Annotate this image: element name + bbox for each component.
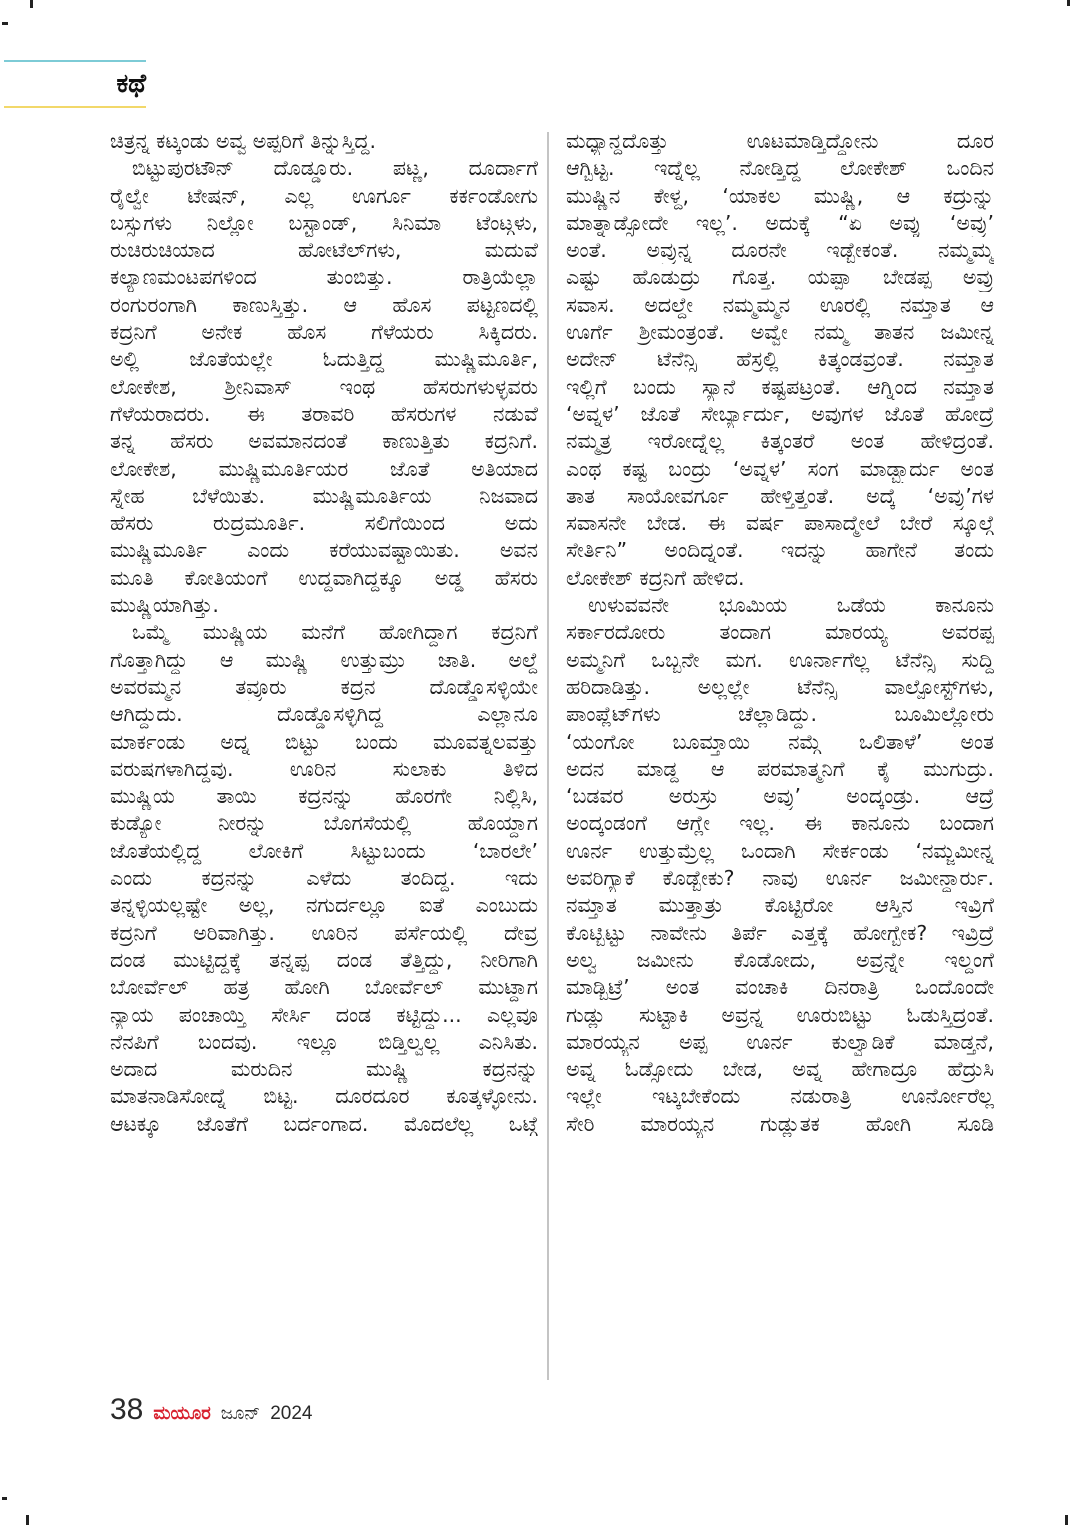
article-line: ಲೋಕೇಶ, ಶ್ರೀನಿವಾಸ್ ಇಂಥ ಹೆಸರುಗಳುಳ್ಳವರು bbox=[110, 374, 538, 399]
article-line: ಅಲ್ಲಿ ಜೊತೆಯಲ್ಲೇ ಓದುತ್ತಿದ್ದ ಮುಷ್ಣಿಮೂರ್ತಿ, bbox=[110, 347, 538, 372]
page-number: 38 bbox=[110, 1393, 144, 1426]
article-line: ಪಾಂಪ್ಲೆಟ್‌ಗಳು ಚೆಲ್ಲಾಡಿದ್ದು. ಬೂಮಿಲ್ಲೋರು bbox=[566, 702, 994, 727]
article-line: ರೈಲ್ವೇ ಟೇಷನ್, ಎಲ್ಲ ಊರ್ಗೂ ಕರ್ಕಂಡೋಗು bbox=[110, 183, 538, 208]
crop-mark bbox=[1065, 1515, 1068, 1525]
article-line: ಅಂದ್ಕಂಡಂಗೆ ಆಗ್ಲೇ ಇಲ್ಲ. ಈ ಕಾನೂನು ಬಂದಾಗ bbox=[566, 811, 994, 836]
article-line: ಸೇರಿ ಮಾರಯ್ಯನ ಗುಡ್ಲುತಕ ಹೋಗಿ ಸೂಡಿ bbox=[566, 1111, 994, 1136]
article-line: ಸೇರ್ತಿನಿ” ಅಂದಿದ್ನಂತೆ. ಇದನ್ನು ಹಾಗೇನೆ ತಂದು bbox=[566, 538, 994, 563]
section-rule-bottom bbox=[4, 106, 146, 108]
issue-year: 2024 bbox=[270, 1403, 313, 1424]
article-line: ನಮ್ಮತ್ರ ಇರೋದ್ನೆಲ್ಲ ಕಿತ್ಕಂತರೆ ಅಂತ ಹೇಳಿದ್ರಂತೆ. bbox=[566, 429, 994, 454]
article-line: ಅವರಮ್ಮನ ತವ್ರೂರು ಕದ್ರನ ದೊಡ್ಡೊಸಳ್ಳಿಯೇ bbox=[110, 674, 538, 699]
crop-mark bbox=[1067, 0, 1070, 6]
article-line: ಸರ್ಕಾರದೋರು ತಂದಾಗ ಮಾರಯ್ಯ ಅವರಪ್ಪ bbox=[566, 620, 994, 645]
article-line: ಅವ್ನ ಓಡ್ಸೋದು ಬೇಡ, ಅವ್ನ ಹೇಗಾದ್ರೂ ಹೆದ್ರುಸಿ bbox=[566, 1057, 994, 1082]
article-line: ಒಮ್ಮೆ ಮುಷ್ಣಿಯ ಮನೆಗೆ ಹೋಗಿದ್ದಾಗ ಕದ್ರನಿಗೆ bbox=[132, 620, 538, 645]
article-line: ಅವರಿಗ್ಯಾಕೆ ಕೊಡ್ಬೇಕು? ನಾವು ಊರ್ನ ಜಮೀನ್ದಾರ್ರು. bbox=[566, 866, 994, 891]
crop-mark bbox=[2, 22, 8, 25]
article-line: ಗುಡ್ಲು ಸುಟ್ಟಾಕಿ ಅವ್ರನ್ನ ಊರುಬಿಟ್ಟು ಓಡುಸ್ತಿದ್ರಂತೆ. bbox=[566, 1002, 994, 1027]
article-line: ಚಿತ್ರನ್ನ ಕಟ್ಕಂಡು ಅವ್ವ ಅಪ್ಪರಿಗೆ ತಿನ್ನುಸ್ತಿದ್ದ. bbox=[110, 129, 377, 153]
article-line: ಮಾತನಾಡಿಸೋದ್ನೆ ಬಿಟ್ಟ. ದೂರದೂರ ಕೂತ್ಕಳ್ಳೋನು. bbox=[110, 1084, 538, 1109]
article-line: ಸವಾಸನೇ ಬೇಡ. ಈ ವರ್ಷ ಪಾಸಾದ್ಮೇಲೆ ಬೇರೆ ಸ್ಕೂಲ್ಗೆ bbox=[566, 511, 994, 536]
article-line: ಉಳುವವನೇ ಭೂಮಿಯ ಒಡೆಯ ಕಾನೂನು bbox=[588, 593, 994, 618]
article-line: ಮಧ್ಯಾನ್ದದೊತ್ತು ಊಟಮಾಡ್ತಿದ್ದೋನು ದೂರ bbox=[566, 129, 994, 153]
article-line: ಎಷ್ಟು ಹೊಡುದ್ರು ಗೊತ್ತ. ಯಪ್ಪಾ ಬೇಡಪ್ಪ ಅವ್ರು bbox=[566, 265, 994, 290]
article-line: ಹೆಸರು ರುದ್ರಮೂರ್ತಿ. ಸಲಿಗೆಯಿಂದ ಅದು bbox=[110, 511, 538, 536]
article-line: ಅಂತೆ. ಅವ್ರುನ್ನ ದೂರನೇ ಇಡ್ಬೇಕಂತೆ. ನಮ್ಮಮ್ಮ bbox=[566, 238, 994, 263]
article-line: ಎಂಥ ಕಷ್ಟ ಬಂದ್ರು ‘ಅವ್ನಳ’ ಸಂಗ ಮಾಡ್ಬ್ಯಾರ್ದು ಅಂತ bbox=[566, 456, 994, 481]
page-footer bbox=[110, 1393, 312, 1429]
crop-mark bbox=[30, 0, 33, 8]
article-column-left bbox=[110, 128, 538, 1138]
article-line: ಬಸ್ಸುಗಳು ನಿಲ್ಲೋ ಬಸ್ಟಾಂಡ್, ಸಿನಿಮಾ ಟೆಂಟ್ಗಳು, bbox=[110, 210, 538, 235]
article-line: ಎಂದು ಕದ್ರನನ್ನು ಎಳೆದು ತಂದಿದ್ದ. ಇದು bbox=[110, 866, 538, 891]
article-line: ‘ಅವ್ನಳ’ ಜೊತೆ ಸೇರ್ಬ್ಯಾರ್ದು, ಅವುಗಳ ಜೊತೆ ಹೋದ್ರೆ bbox=[566, 401, 994, 426]
article-line: ಲೋಕೇಶ್ ಕದ್ರನಿಗೆ ಹೇಳಿದ. bbox=[566, 565, 745, 590]
article-line: ಮಾರಯ್ಯನ ಅಪ್ಪ ಊರ್ನ ಕುಲ್ವಾಡಿಕೆ ಮಾಡ್ತನೆ, bbox=[566, 1029, 994, 1054]
article-line: ತಾತ ಸಾಯೋವರ್ಗೂ ಹೇಳ್ತಿತ್ತಂತೆ. ಅದ್ಕೆ ‘ಅವ್ರು’ಗಳ bbox=[566, 483, 994, 508]
article-line: ‘ಯಂಗೋ ಬೂಮ್ತಾಯಿ ನಮ್ಗೆ ಒಲಿತಾಳೆ’ ಅಂತ bbox=[566, 729, 994, 754]
article-line: ಊರ್ಗೆ ಶ್ರೀಮಂತ್ರಂತೆ. ಅವ್ವೇ ನಮ್ಮ ತಾತನ ಜಮೀನ್ನ bbox=[566, 320, 994, 345]
crop-mark bbox=[2, 1497, 7, 1500]
article-line: ಜೊತೆಯಲ್ಲಿದ್ದ ಲೋಕಿಗೆ ಸಿಟ್ಟುಬಂದು ‘ಬಾರಲೇ’ bbox=[110, 838, 538, 863]
article-line: ಕುಡ್ಯೋ ನೀರನ್ನು ಬೊಗಸೆಯಲ್ಲಿ ಹೊಯ್ದಾಗ bbox=[110, 811, 538, 836]
article-line: ‘ಬಡವರ ಅರುಸ್ರು ಅವ್ರು’ ಅಂದ್ಕಂಡ್ರು. ಆದ್ರೆ bbox=[566, 784, 994, 809]
article-line: ಊರ್ನ ಉತ್ತುಮ್ರೆಲ್ಲ ಒಂದಾಗಿ ಸೇರ್ಕಂಡು ‘ನಮ್ಜಮೀನ್ನ bbox=[566, 838, 994, 863]
article-line: ದಂಡ ಮುಟ್ಟಿದ್ದಕ್ಕೆ ತನ್ನಪ್ಪ ದಂಡ ತೆತ್ತಿದ್ದು, ನೀರಿಗಾಗಿ bbox=[110, 947, 538, 972]
crop-mark bbox=[26, 1515, 29, 1525]
article-line: ಮುಷ್ಣಿಯಾಗಿತ್ತು. bbox=[110, 593, 219, 618]
article-line: ಮುಷ್ಣಿಯ ತಾಯಿ ಕದ್ರನನ್ನು ಹೊರಗೇ ನಿಲ್ಲಿಸಿ, bbox=[110, 784, 538, 809]
article-line: ಲೋಕೇಶ, ಮುಷ್ಣಿಮೂರ್ತಿಯರ ಜೊತೆ ಅತಿಯಾದ bbox=[110, 456, 538, 481]
article-line: ರಂಗುರಂಗಾಗಿ ಕಾಣುಸ್ತಿತ್ತು. ಆ ಹೊಸ ಪಟ್ಟಣದಲ್ಲಿ bbox=[110, 292, 538, 317]
article-line: ಕದ್ರನಿಗೆ ಅನೇಕ ಹೊಸ ಗೆಳೆಯರು ಸಿಕ್ಕಿದರು. bbox=[110, 320, 538, 345]
article-line: ಕದ್ರನಿಗೆ ಅರಿವಾಗಿತ್ತು. ಊರಿನ ಪರ್ಸೆಯಲ್ಲಿ ದೇವ್ರ bbox=[110, 920, 538, 945]
article-line: ಅಮ್ಮನಿಗೆ ಒಬ್ಬನೇ ಮಗ. ಊರ್ನಾಗೆಲ್ಲ ಟೆನೆನ್ಸಿ ಸುದ್ದಿ bbox=[566, 647, 994, 672]
article-line: ಬೋರ್ವೆಲ್ ಹತ್ರ ಹೋಗಿ ಬೋರ್ವೆಲ್ ಮುಟ್ದಾಗ bbox=[110, 975, 538, 1000]
article-line: ಗೆಳೆಯರಾದರು. ಈ ತರಾವರಿ ಹೆಸರುಗಳ ನಡುವೆ bbox=[110, 401, 538, 426]
article-line: ಆಟಕ್ಕೂ ಜೊತೆಗೆ ಬರ್ದಂಗಾದ. ಮೊದಲೆಲ್ಲ ಒಟ್ಗೆ bbox=[110, 1111, 538, 1136]
article-line: ತನ್ನ ಹೆಸರು ಅವಮಾನದಂತೆ ಕಾಣುತ್ತಿತು ಕದ್ರನಿಗೆ. bbox=[110, 429, 538, 454]
article-line: ಮೂತಿ ಕೋತಿಯಂಗೆ ಉದ್ದವಾಗಿದ್ದಕ್ಕೂ ಅಡ್ಡ ಹೆಸರು bbox=[110, 565, 538, 590]
issue-month: ಜೂನ್ bbox=[220, 1403, 261, 1424]
article-line: ಅದಾದ ಮರುದಿನ ಮುಷ್ಣಿ ಕದ್ರನನ್ನು bbox=[110, 1057, 538, 1082]
article-line: ಮಾರ್ಕಂಡು ಅದ್ನ ಬಿಟ್ಟು ಬಂದು ಮೂವತ್ನಲವತ್ತು bbox=[110, 729, 538, 754]
article-line: ಹರಿದಾಡಿತ್ತು. ಅಲ್ಲಲ್ಲೇ ಟೆನೆನ್ಸಿ ವಾಲ್ಪೋಸ್ಟ್‌ಗಳು, bbox=[566, 674, 994, 699]
article-line: ಅದನ ಮಾಡ್ದ ಆ ಪರಮಾತ್ಮನಿಗೆ ಕೈ ಮುಗುದ್ರು. bbox=[566, 756, 994, 781]
article-line: ನೆನಪಿಗೆ ಬಂದವು. ಇಲ್ಲೂ ಬಿಡ್ತಿಲ್ವಲ್ಲ ಎನಿಸಿತು. bbox=[110, 1029, 538, 1054]
article-line: ಮುಷ್ಣಿನ ಕೇಳ್ದ, ‘ಯಾಕಲ ಮುಷ್ಣಿ, ಆ ಕದ್ರುನ್ನು bbox=[566, 183, 994, 208]
section-title: ಕಥೆ bbox=[116, 69, 146, 99]
article-line: ನ್ಯಾಯ ಪಂಚಾಯ್ತಿ ಸೇರ್ಸಿ ದಂಡ ಕಟ್ಟಿದ್ದು... ಎಲ್ಲವೂ bbox=[110, 1002, 538, 1027]
article-line: ತನ್ನಳ್ಳಿಯಲ್ಲಷ್ಟೇ ಅಲ್ಲ, ನಗುರ್ದಲ್ಲೂ ಐತೆ ಎಂಬುದು bbox=[110, 893, 538, 918]
article-column-right bbox=[566, 128, 994, 1138]
article-line: ಮುಷ್ಣಿಮೂರ್ತಿ ಎಂದು ಕರೆಯುವಷ್ಟಾಯಿತು. ಅವನ bbox=[110, 538, 538, 563]
article-line: ವರುಷಗಳಾಗಿದ್ದವು. ಊರಿನ ಸುಲಾಕು ತಿಳಿದ bbox=[110, 756, 538, 781]
article-line: ಇಲ್ಲಿಗೆ ಬಂದು ಸ್ಯಾನೆ ಕಷ್ಟಪಟ್ರಂತೆ. ಆಗ್ನಿಂದ ನಮ್ತಾತ bbox=[566, 374, 994, 399]
article-line: ರುಚಿರುಚಿಯಾದ ಹೋಟೆಲ್‌ಗಳು, ಮದುವೆ bbox=[110, 238, 538, 263]
article-line: ಕೊಟ್ಬಿಟ್ಟು ನಾವೇನು ತಿರ್ಪೆ ಎತ್ತಕ್ಕೆ ಹೋಗ್ಬೇಕ? ಇವ್ರಿದ್ರೆ bbox=[566, 920, 994, 945]
article-line: ಬಿಟ್ಟುಪುರಟೌನ್ ದೊಡ್ಡೂರು. ಪಟ್ಣ, ದೂರ್ದಾಗೆ bbox=[132, 156, 538, 181]
article-line: ಆಗ್ಬಿಟ್ಟ. ಇದ್ನೆಲ್ಲ ನೋಡ್ತಿದ್ದ ಲೋಕೇಶ್ ಒಂದಿನ bbox=[566, 156, 994, 181]
article-line: ಮಾತ್ನಾಡ್ಸೋದೇ ಇಲ್ಲ’. ಅದುಕ್ಕೆ “ಏ ಅವ್ನು ‘ಅವ್ರು’ bbox=[566, 210, 994, 235]
article-line: ಸವಾಸ. ಅದಲ್ದೇ ನಮ್ಮಮ್ಮನ ಊರಲ್ಲಿ ನಮ್ತಾತ ಆ bbox=[566, 292, 994, 317]
article-line: ಸ್ನೇಹ ಬೆಳೆಯಿತು. ಮುಷ್ಣಿಮೂರ್ತಿಯ ನಿಜವಾದ bbox=[110, 483, 538, 508]
article-line: ಗೊತ್ತಾಗಿದ್ದು ಆ ಮುಷ್ಣಿ ಉತ್ತುಮ್ರು ಜಾತಿ. ಅಲ್ದೆ bbox=[110, 647, 538, 672]
article-line: ಆಗಿದ್ದುದು. ದೊಡ್ಡೊಸಳ್ಳಿಗಿದ್ದ ಎಲ್ಲಾನೂ bbox=[110, 702, 538, 727]
magazine-logo: ಮಯೂರ bbox=[153, 1403, 211, 1424]
column-divider bbox=[547, 132, 549, 1380]
article-line: ಕಲ್ಯಾಣಮಂಟಪಗಳಿಂದ ತುಂಬಿತ್ತು. ರಾತ್ರಿಯೆಲ್ಲಾ bbox=[110, 265, 538, 290]
article-line: ಮಾಡ್ಬಿಟ್ರೆ’ ಅಂತ ವಂಚಾಕಿ ದಿನರಾತ್ರಿ ಒಂದೊಂದೇ bbox=[566, 975, 994, 1000]
article-line: ಅಲ್ವ ಜಮೀನು ಕೊಡೋದು, ಅವ್ರನ್ನೇ ಇಲ್ದಂಗೆ bbox=[566, 947, 994, 972]
article-line: ನಮ್ತಾತ ಮುತ್ತಾತ್ರು ಕೊಟ್ಟಿರೋ ಆಸ್ತಿನ ಇವ್ರಿಗೆ bbox=[566, 893, 994, 918]
article-line: ಇಲ್ಲೇ ಇಟ್ಕಬೇಕೆಂದು ನಡುರಾತ್ರಿ ಊರ್ನೋರೆಲ್ಲ bbox=[566, 1084, 994, 1109]
article-line: ಅದೇನ್ ಟೆನೆನ್ಸಿ ಹೆಸ್ರಲ್ಲಿ ಕಿತ್ಕಂಡವ್ರಂತೆ. ನಮ್ತಾತ bbox=[566, 347, 994, 372]
